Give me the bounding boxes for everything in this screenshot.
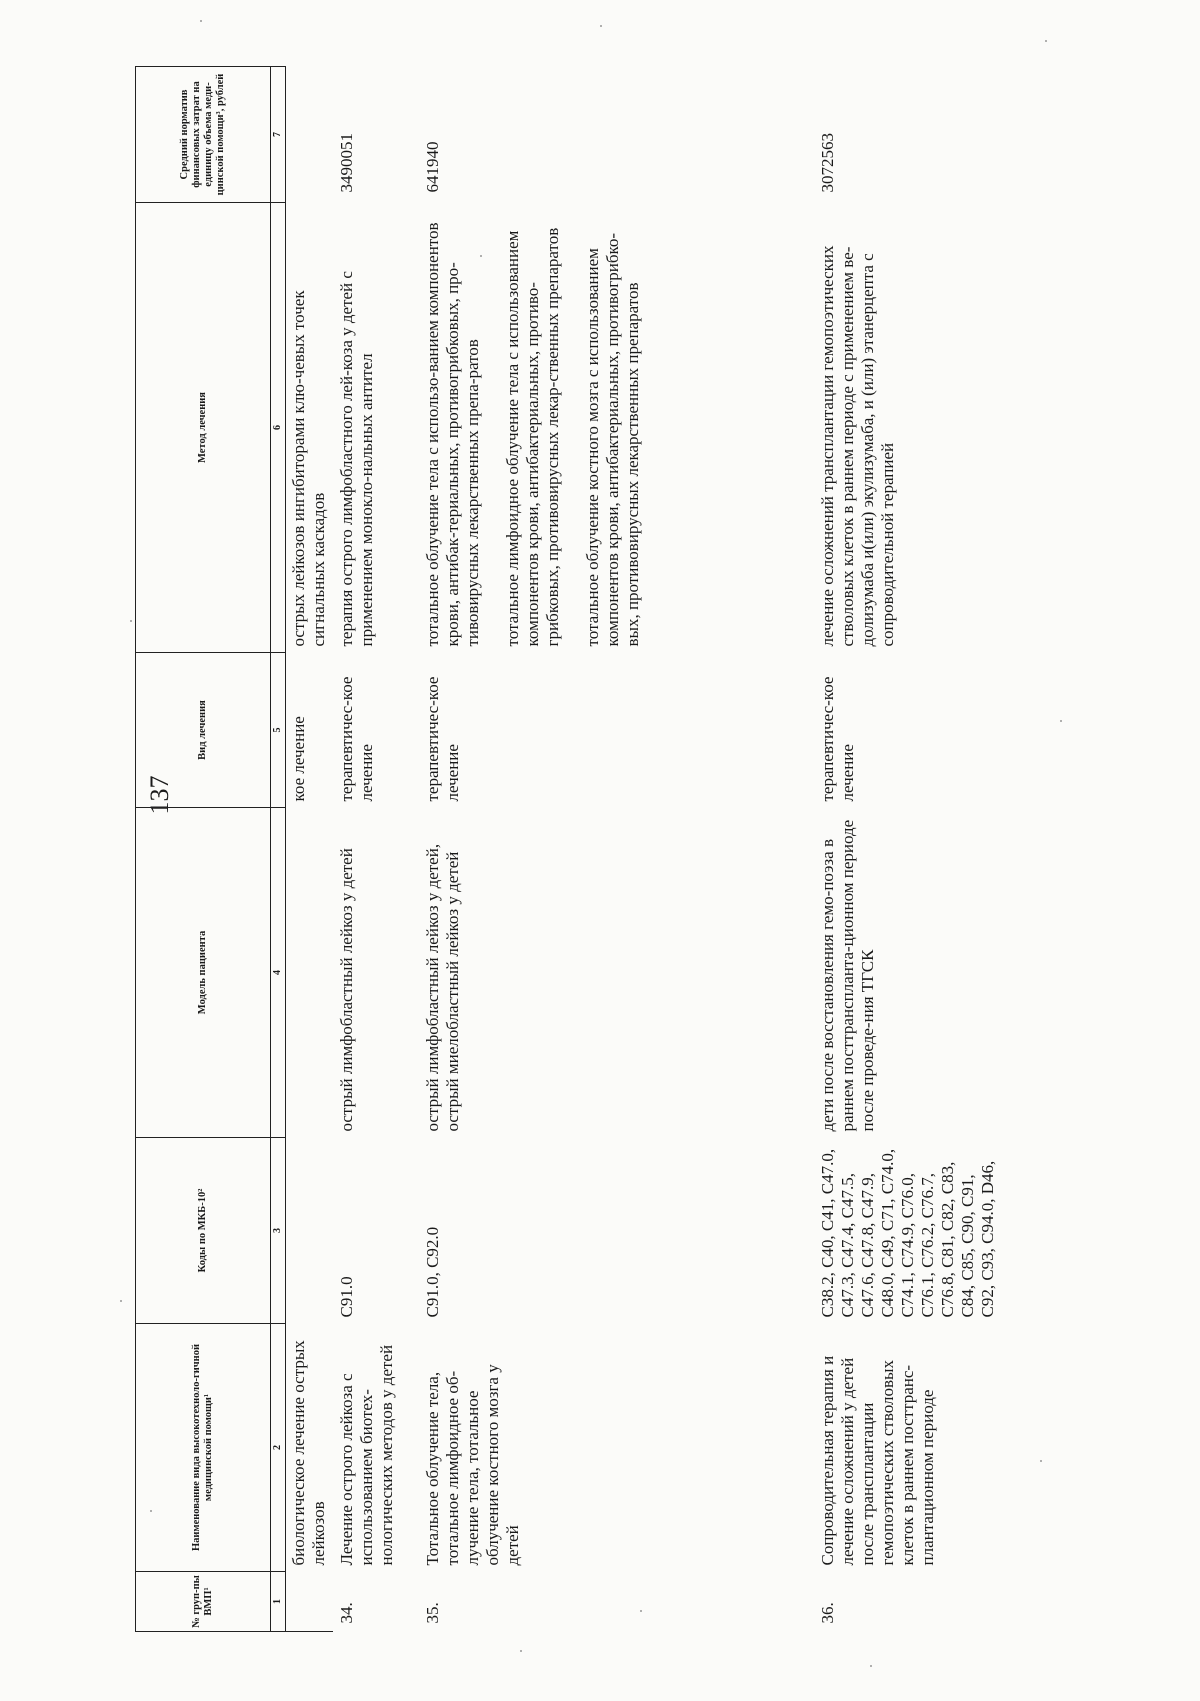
row-codes: C91.0, C92.0 bbox=[423, 1226, 442, 1318]
scan-speck bbox=[200, 20, 202, 22]
scan-speck bbox=[1045, 40, 1047, 42]
column-number: 5 bbox=[271, 653, 286, 808]
row-group: 35. bbox=[423, 1602, 442, 1624]
header-patient-model: Модель пациента bbox=[136, 808, 271, 1138]
row-cost: 3490051 bbox=[337, 133, 356, 193]
row-method: острых лейкозов ингибиторами клю-чевых точек сигнальных каскадов bbox=[289, 290, 328, 647]
header-treatment-type: Вид лечения bbox=[136, 653, 271, 808]
row-treatment-type: терапевтичес-кое лечение bbox=[337, 676, 376, 802]
row-treatment-type: терапевтичес-кое лечение bbox=[423, 676, 462, 802]
row-name: Тотальное облучение тела, тотальное лимфоидное об-лучение тела, тотальное облучение костного мозга у детей bbox=[423, 1364, 522, 1566]
method-item: тотальное облучение костного мозга с использованием компонентов крови, антибактериальных, противогрибко-вых, противовирусных лекарственных препаратов bbox=[583, 232, 642, 647]
row-patient-model: дети после восстановления гемо-поэза в раннем посттранспланта-ционном периоде после проведе-ния ТГСК bbox=[818, 819, 877, 1132]
vmp-table bbox=[135, 66, 1002, 1632]
header-average-cost: Средний норматив финансовых затрат на единицу объема меди-цинской помощи³, рублей bbox=[136, 67, 271, 203]
row-codes: C38.2, C40, C41, C47.0, C47.3, C47.4, C47.5, C47.6, C47.8, C47.9, C48.0, C49, C71, C74.0, C74.1, C74.9, C76.0, C76.1, C76.2, C76.7, C76.8, C81, C82, C83, C84, C85, C90, C91, C92, C93, C94.0, D46, bbox=[818, 1148, 997, 1318]
scan-speck bbox=[480, 255, 482, 257]
column-number: 1 bbox=[271, 1572, 286, 1632]
column-number-row bbox=[271, 67, 286, 1632]
column-number: 6 bbox=[271, 203, 286, 653]
scan-speck bbox=[1060, 720, 1062, 722]
row-patient-model: острый лимфобластный лейкоз у детей, острый миелобластный лейкоз у детей bbox=[423, 843, 462, 1132]
table-row bbox=[814, 67, 1002, 1632]
column-number: 3 bbox=[271, 1138, 286, 1324]
row-group bbox=[286, 1572, 334, 1632]
row-treatment-type: кое лечение bbox=[289, 716, 308, 802]
row-method bbox=[419, 203, 814, 653]
row-method: терапия острого лимфобластного лей-коза у детей с применением моноклo-нальных антител bbox=[337, 271, 376, 647]
column-number: 4 bbox=[271, 808, 286, 1138]
row-cost: 3072563 bbox=[818, 133, 837, 193]
column-number: 7 bbox=[271, 67, 286, 203]
row-group: 36. bbox=[818, 1602, 837, 1624]
table-row bbox=[333, 67, 419, 1632]
row-patient-model bbox=[286, 808, 334, 1138]
row-name: Сопроводительная терапия и лечение осложнений у детей после трансплантации гемопоэтических стволовых клеток в раннем посттранс-плантационном периоде bbox=[818, 1355, 937, 1566]
scan-speck bbox=[600, 25, 602, 27]
row-cost bbox=[286, 67, 334, 203]
row-cost: 641940 bbox=[423, 141, 442, 193]
row-codes: C91.0 bbox=[337, 1276, 356, 1318]
row-codes bbox=[286, 1138, 334, 1324]
scan-speck bbox=[520, 1650, 522, 1652]
row-name: Лечение острого лейкоза с использованием биотех-нологических методов у детей bbox=[337, 1344, 396, 1566]
scan-speck bbox=[150, 1510, 152, 1512]
table-row-continued bbox=[286, 67, 334, 1632]
header-icd-codes: Коды по МКБ-10² bbox=[136, 1138, 271, 1324]
row-group: 34. bbox=[337, 1602, 356, 1624]
page-number: 137 bbox=[145, 775, 174, 815]
row-name: биологическое лечение острых лейкозов bbox=[289, 1340, 328, 1566]
column-number: 2 bbox=[271, 1324, 286, 1572]
row-treatment-type: терапевтичес-кое лечение bbox=[818, 676, 857, 802]
scan-speck bbox=[640, 1610, 642, 1612]
method-item: тотальное лимфоидное облучение тела с использованием компонентов крови, антибактериальных, противо-грибковых, противовирусных лекар-ственных препаратов bbox=[503, 227, 562, 647]
scan-speck bbox=[870, 1665, 872, 1667]
scan-speck bbox=[130, 620, 132, 622]
table-row bbox=[419, 67, 814, 1632]
scan-speck bbox=[120, 1300, 122, 1302]
scan-speck bbox=[1040, 1460, 1042, 1462]
table-header-row bbox=[136, 67, 271, 1632]
header-treatment-method: Метод лечения bbox=[136, 203, 271, 653]
method-item: тотальное облучение тела с использо-ванием компонентов крови, антибак-териальных, противогрибковых, про-тивовирусных лекарственных препа-ратов bbox=[423, 222, 482, 647]
row-method: лечение осложнений трансплантации гемопоэтических стволовых клеток в раннем периоде с применением ве-долизумаба и(или) экулизумаба, и (или) этанерцепта с сопроводительной терапией bbox=[818, 245, 897, 647]
header-group-number: № груп-пы ВМП¹ bbox=[136, 1572, 271, 1632]
row-patient-model: острый лимфобластный лейкоз у детей bbox=[337, 848, 356, 1132]
header-care-type-name: Наименование вида высокотехноло-гичной медицинской помощи¹ bbox=[136, 1324, 271, 1572]
rotated-table-sheet bbox=[135, 42, 1200, 1632]
